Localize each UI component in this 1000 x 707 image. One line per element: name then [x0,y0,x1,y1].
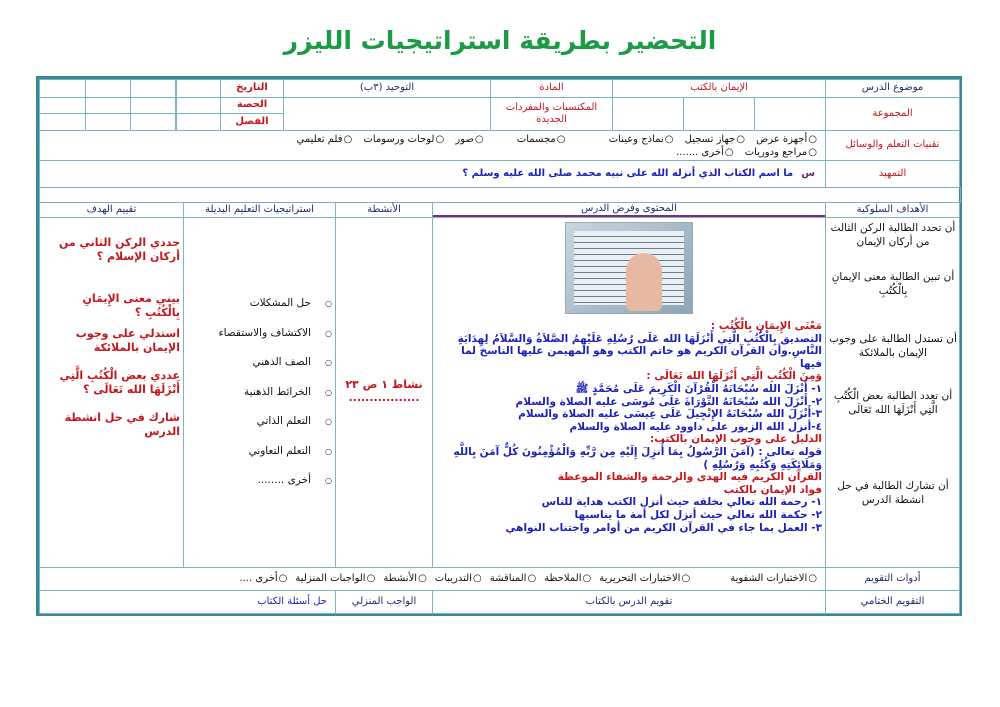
intro-question [39,160,826,188]
tool-option[interactable]: ○ صور [455,133,483,146]
objective-item: أن تستدل الطالبة على وجوب الإيمان بالملائكة [829,333,957,359]
content-line: ٤-أنزل الله الزبور على داوود عليه الصلاة والسلام [569,420,822,433]
topic-label: موضوع الدرس [825,79,960,98]
tool-option[interactable]: ○ مراجع ودوريات [745,146,817,159]
homework-value: حل أسئلة الكتاب [39,590,336,614]
strategies-list [192,297,332,504]
content-line: مَعْنَى الإِيمَانِ بِالْكُتُبِ : [710,320,822,332]
final-eval-value: تقويم الدرس بالكتاب [432,590,826,614]
eval-option[interactable]: ○ الاختبارات التحريرية [599,573,690,586]
content-line: الدليل على وجوب الإيمان بالكتب: [650,433,822,446]
strategy-option[interactable]: ○ حل المشكلات [192,297,332,327]
content-line: فواد الإيمان بالكتب [723,483,822,496]
group-cell[interactable] [683,97,755,131]
strategy-option[interactable]: ○ التعلم التعاوني [192,445,332,475]
vocab-label: المكتسبات والمفردات الجديدة [490,97,613,131]
activity-dots: ................. [348,391,420,404]
group-cell[interactable] [754,97,826,131]
tool-option[interactable]: ○ لوحات ورسومات [363,133,444,146]
assessment-item: حددي الركن الثاني من أركان الإسلام ؟ [58,236,180,264]
question-prefix: س [801,167,815,179]
spacer-row [39,187,961,203]
tools-label: تقنيات التعلم والوسائل [825,130,960,161]
date-label: التاريخ [220,79,284,98]
quran-reading-image [565,222,693,314]
assessment-item: عددي بعض الْكُتُبِ الَّتِي أَنْزَلَهَا الله تَعَالَى ؟ [59,368,180,396]
assessment-item: شارك في حل انشطة الدرس [64,410,180,438]
homework-label: الواجب المنزلي [335,590,433,614]
objective-item: أن تحدد الطالبة الركن الثالث من أركان الإيمان [830,222,956,248]
vocab-value[interactable] [283,97,491,131]
content-line: ٢- أَنْزَلَ الله سُبْحَانَهُ التَّوْرَاةَ عَلَى مُوسَى عليه الصلاة والسلام [515,395,822,408]
final-eval-label: التقويم الختامي [825,590,960,614]
eval-option[interactable]: ○ الواجبات المنزلية [295,573,375,586]
cell-divider [175,79,177,131]
col-activities: الأنشطة [335,202,433,218]
content-line: التصديق بِالْكُتُبِ الَّتِي أَنْزَلَهَا الله عَلَى رُسُلِهِ عَلَيْهِمُ الصَّلاَةُ وَالسَّلاَمُ لِهِدَايَةِ النَّاسِ.وأن القرآن الكريم هو خاتم الكتب وهو المهيمن عليها الناسخ لما فيها [457,332,822,370]
page-title: التحضير بطريقة استراتيجيات الليزر [283,26,717,55]
intro-question-text: ما اسم الكتاب الذي أنزله الله على نبيه محمد صلى الله عليه وسلم ؟ [462,167,794,179]
strategy-option[interactable]: ○ أخرى ........ [192,474,332,504]
objectives-list [828,222,958,507]
assessment-item: بيني معنى الإِيمَانِ بِالْكُتُبِ ؟ [82,292,180,320]
content-text [436,320,822,534]
group-cell[interactable] [612,97,684,131]
tools-options [39,130,826,161]
content-line: ١- رحمة الله تعالي بخلقه حيث أنزل الكتب هداية للناس [541,496,822,509]
eval-option[interactable]: ○ التدريبات [435,573,482,586]
hand-icon [626,253,662,311]
strategy-option[interactable]: ○ الخرائط الذهنية [192,386,332,416]
eval-tools-options [39,567,826,591]
activity-label: نشاط ١ ص ٢٣ [345,378,423,391]
content-line: ٣-أَنْزَلَ الله سُبْحَانَهُ الإِنْجِيلَ عَلَى عِيسَى عليه الصلاة والسلام [518,408,822,421]
content-line: وَمِنَ الْكُتُبِ الَّتِي أَنْزَلَهَا الله تَعَالَى : [646,370,822,383]
intro-label: التمهيد [825,160,960,188]
tool-option[interactable]: ○ أخرى ....... [676,146,733,159]
eval-option[interactable]: ○ الملاحظة [544,573,591,586]
col-assessment: تقييم الهدف [39,202,184,218]
content-line: القرآن الكريم فيه الهدى والرحمة والشفاء الموعظة [557,471,822,484]
content-line: ٣- العمل بما جاء في القرآن الكريم من أوامر واجتناب النواهي [505,521,822,534]
assessment-list [44,236,180,439]
content-line: ١- أَنْزَلَ الله سُبْحَانَهُ الْقُرْآنَ الْكَرِيمَ عَلَى مُحَمَّدٍ ﷺ [575,382,822,395]
strategy-option[interactable]: ○ الصف الذهني [192,356,332,386]
eval-option[interactable]: ○ الأنشطة [383,573,426,586]
tool-option[interactable]: ○ مجسمات [517,133,566,146]
tool-option[interactable]: ○ جهاز تسجيل [685,133,745,146]
subject-value: التوحيد (٣ب) [283,79,491,98]
objective-item: أن تبين الطالبة معنى الإيمانِ بِالْكُتُبِ [831,271,955,297]
tool-option[interactable]: ○ نماذج وعينات [609,133,674,146]
strategy-option[interactable]: ○ الاكتشاف والاستقصاء [192,327,332,357]
topic-value: الإيمان بالكتب [612,79,826,98]
col-objectives: الأهداف السلوكية [825,202,960,218]
col-content: المحتوى وفرض الدرس [432,202,826,218]
eval-option[interactable]: ○ الاختبارات الشفوية [730,573,817,586]
eval-option[interactable]: ○ أخرى .... [239,573,287,586]
period-label: الحصة [220,97,284,114]
eval-tools-label: أدوات التقويم [825,567,960,591]
strategy-option[interactable]: ○ التعلم الذاتي [192,415,332,445]
assessment-item: استدلي على وجوب الإيمان بالملائكة [75,326,180,354]
objective-item: أن تعدد الطالبة بعض الْكُتُبِ الَّتِي أَنْزَلَهَا الله تَعَالَى [833,390,953,416]
tool-option[interactable]: ○ أجهزة عرض [756,133,817,146]
cell-divider [85,79,131,131]
activity-text [337,378,431,404]
tool-option[interactable]: ○ فلم تعليمي [297,133,353,146]
content-line: قوله تعالى : (آمَنَ الرَّسُولُ بِمَا أُنزِلَ إِلَيْهِ مِن رَّبِّهِ وَالْمُؤْمِنُونَ كُلٌّ آمَنَ بِاللَّهِ وَمَلَائِكَتِهِ وَكُتُبِهِ وَرُسُلِهِ ) [453,445,822,471]
content-line: ٢- حكمة الله تعالي حيث أنزل لكل أمة ما يناسبها [574,508,822,521]
col-strategies: استراتيجيات التعليم البديلة [183,202,336,218]
subject-label: المادة [490,79,613,98]
class-label: الفصل [220,113,284,131]
objective-item: أن تشارك الطالبة في حل انشطة الدرس [837,480,949,506]
group-label: المجموعة [825,97,960,131]
eval-option[interactable]: ○ المناقشة [490,573,536,586]
